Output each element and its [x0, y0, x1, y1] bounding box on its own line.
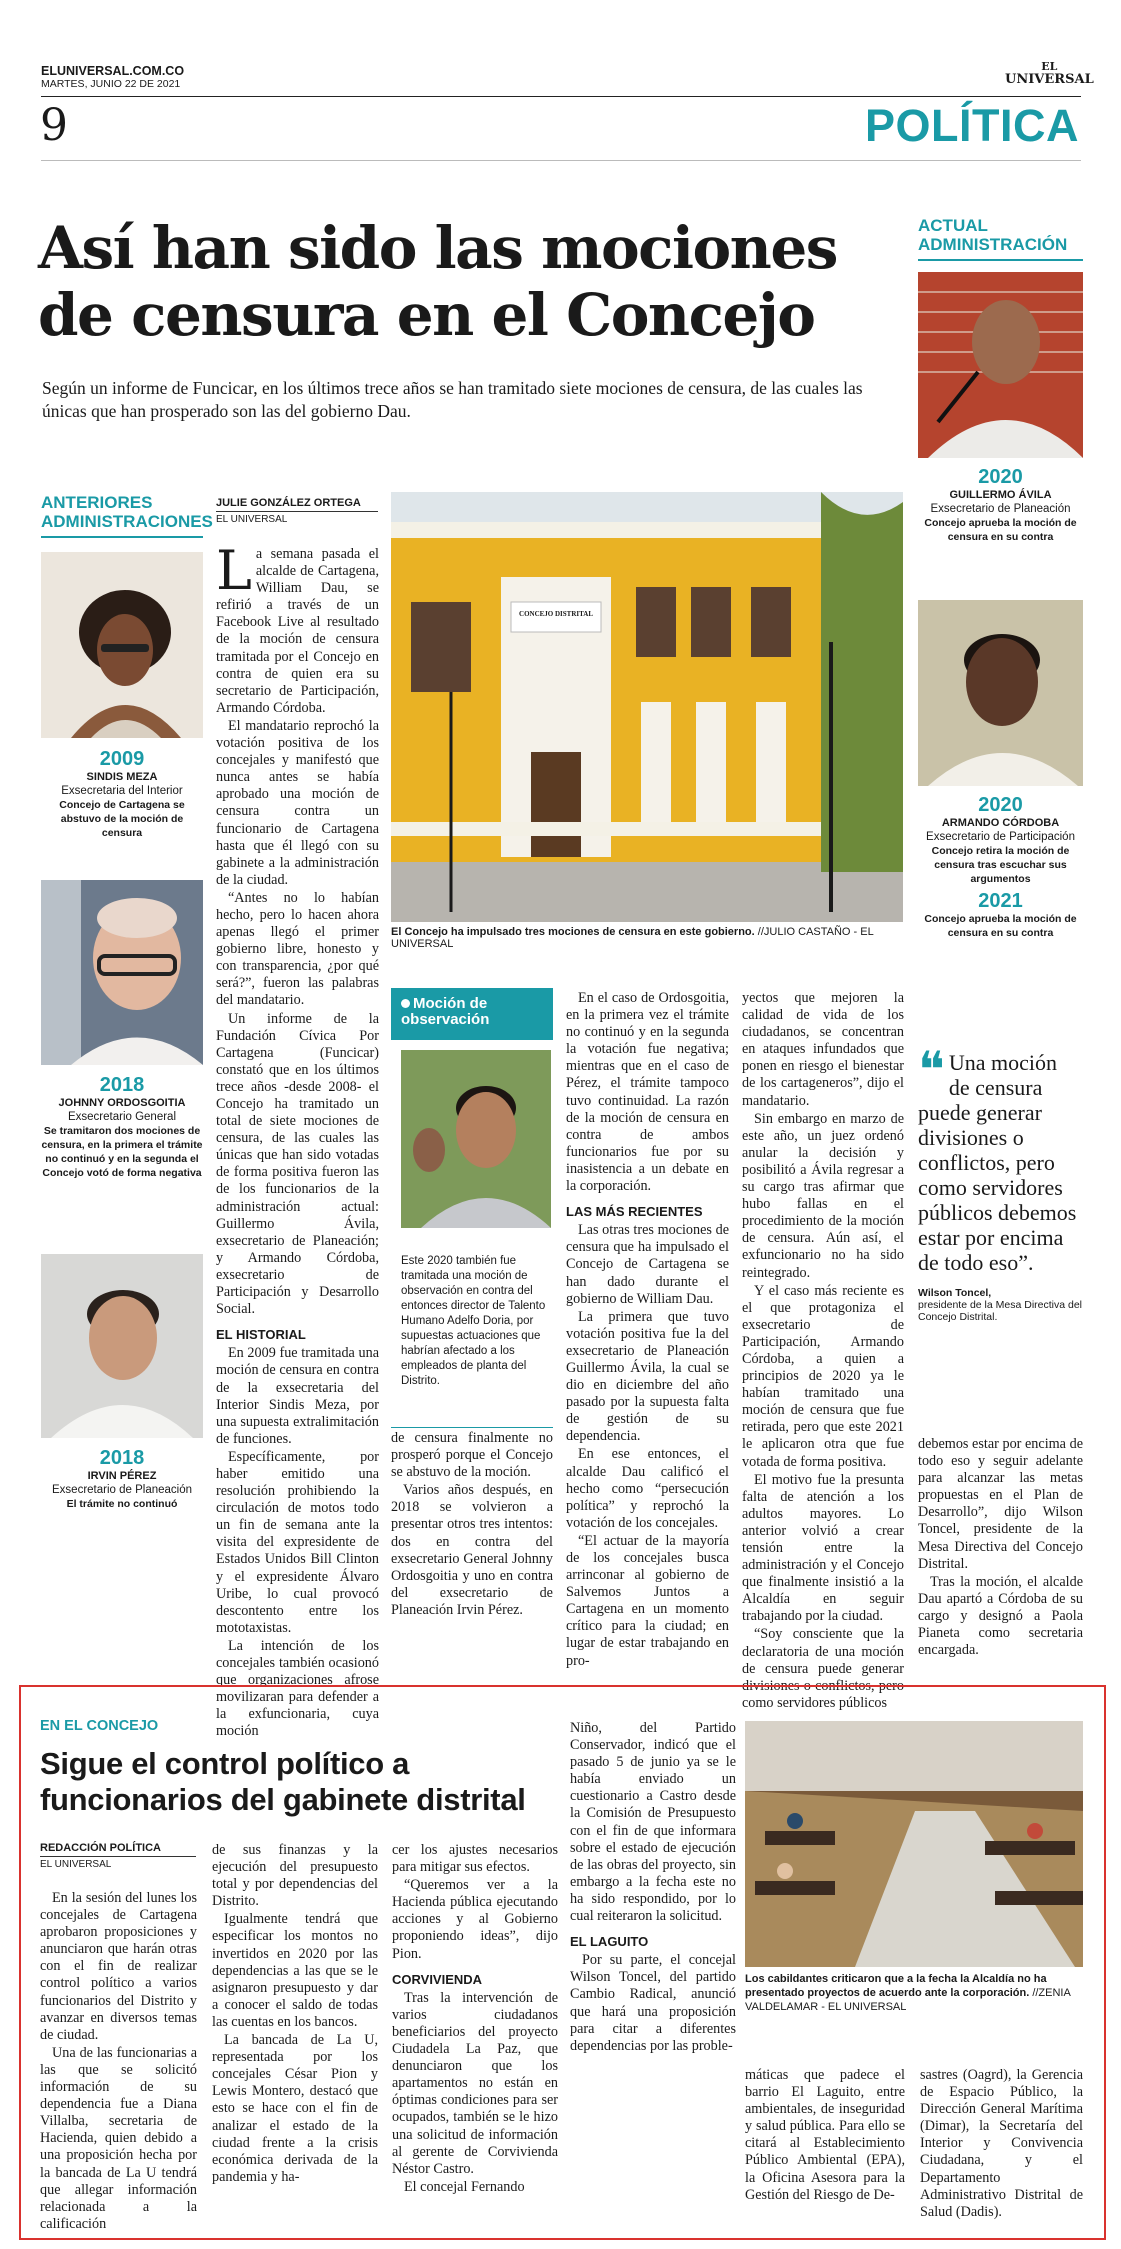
person-name: ARMANDO CÓRDOBA [941, 817, 1060, 829]
page-number: 9 [40, 100, 68, 151]
person-name: GUILLERMO ÁVILA [949, 489, 1052, 501]
article2-photo [745, 1721, 1083, 1967]
left-sidebar-title-2: ADMINISTRACIONES [41, 512, 213, 531]
person-name: SINDIS MEZA [86, 771, 158, 783]
person-name: JOHNNY ORDOSGOITIA [58, 1097, 186, 1109]
article2-col-3 [392, 1842, 558, 2232]
box-title-1: Moción de [413, 995, 488, 1012]
article2-byline-rule [40, 1856, 196, 1857]
caption-armando-cordoba [918, 794, 1083, 940]
article2-byline: REDACCIÓN POLÍTICA [40, 1842, 161, 1854]
left-sidebar-title [41, 493, 213, 531]
masthead-rule [41, 96, 1081, 97]
observation-box-text: Este 2020 también fue tramitada una moción de observación en contra del entonces director de Talento Humano Adelfo Doria, por supuestas actuaciones que habrían afectado a los empleados de planta del Distrito. [401, 1255, 546, 1387]
col3-p2: Las otras tres mociones de censura que ha impulsado el Concejo de Cartagena se han dado durante el gobierno de William Dau. [566, 1222, 729, 1307]
photo-adelfo-doria [401, 1050, 551, 1228]
box-title-2: observación [401, 1011, 490, 1028]
logo-bottom: UNIVERSAL [1005, 72, 1094, 87]
year-label: 2020 [978, 794, 1023, 816]
col4-p4: El motivo fue la presunta falta de atención a los adultos mayores. Lo anterior volvió a crear tensión entre la administración y el Concejo que finalmente insistió a la Alcaldía en seguir trabajando por la ciudad. [742, 1471, 904, 1625]
main-photo-caption [391, 926, 903, 950]
building-sign: CONCEJO DISTRITAL [519, 610, 593, 618]
col3-p5: “El actuar de la mayoría de los concejales busca arrinconar al gobierno de Salvemos Juntos a Cartagena en un momento crítico para la ciudad; en lugar de estar trabajando en pro- [566, 1532, 729, 1669]
masthead-site: ELUNIVERSAL.COM.CO [41, 64, 185, 78]
person-role: Exsecretario de Participación [926, 831, 1075, 843]
quote-text [918, 1042, 1083, 1275]
person-desc: El trámite no continuó [66, 1498, 178, 1510]
quote-mark-icon: ❝ [918, 1042, 945, 1098]
year-label-2: 2021 [978, 890, 1023, 912]
article-col-4 [742, 990, 904, 1711]
a2-col2-p3: La bancada de La U, representada por los concejales César Pion y Lewis Montero, destacó que esto se hace con el fin de analizar el estado de la ciudad frente a la crisis económica derivada de la pandemia y ha- [212, 2032, 378, 2185]
a2-col3-p3: Tras la intervención de varios ciudadanos beneficiarios del proyecto Ciudadela La Paz, que denunciaron que los apartamentos no están en óptimas condiciones para ser ocupados, también se le hizo una solicitud de información al gerente de Corvivienda Néstor Castro. [392, 1989, 558, 2177]
col1-p1: a semana pasada el alcalde de Cartagena, William Dau, se refirió a través de un Facebook Live al resultado de la moción de censura tramitada por el Concejo en contra de quien era su secretario de Participación, Armando Córdoba. [216, 546, 379, 716]
pull-quote [918, 1042, 1083, 1323]
observation-dot-icon [401, 999, 410, 1008]
article2-photo-caption [745, 1972, 1083, 2014]
article-col-2 [391, 1430, 553, 1670]
headline-line-1: Así han sido las mociones [38, 214, 837, 282]
quote-author-role: presidente de la Mesa Directiva del Concejo Distrital. [918, 1299, 1083, 1323]
col5-p2: Tras la moción, el alcalde Dau apartó a Córdoba de su cargo y designó a Paola Pianeta como secretaria encargada. [918, 1573, 1083, 1659]
section-title: POLÍTICA [865, 100, 1079, 151]
logo-top: EL [1041, 60, 1058, 73]
col4-p1: yectos que mejoren la calidad de vida de los ciudadanos, se concentran en ataques infundados que ponen en riesgo el bienestar de los cartageneros”, dijo el mandatario. [742, 990, 904, 1109]
article2-photo-caption-text: Los cabildantes criticaron que a la fecha la Alcaldía no ha presentado proyectos de acuerdo ante la corporación. [745, 1973, 1047, 1999]
person-desc: Se tramitaron dos mociones de censura, en la primera el trámite no continuó y en la segunda el Concejo votó de forma negativa [41, 1125, 203, 1179]
a2-col3-subhead: CORVIVIENDA [392, 1971, 483, 1987]
person-name: IRVIN PÉREZ [87, 1470, 157, 1482]
article2-kicker: EN EL CONCEJO [40, 1718, 159, 1734]
article2-col-4 [570, 1720, 736, 2232]
col3-p3: La primera que tuvo votación positiva fue la del exsecretario de Planeación Guillermo Ávila, la cual se dio en diciembre del año pasado por la supuesta falta de gestión de su dependencia. [566, 1308, 729, 1445]
article-col-3 [566, 990, 729, 1670]
observation-box [391, 988, 553, 1428]
caption-sindis-meza [41, 748, 203, 840]
a2-col4-subhead: EL LAGUITO [570, 1934, 649, 1950]
article-col-1 [216, 539, 379, 1740]
article2-photo-credit: //ZENIA VALDELAMAR - EL UNIVERSAL [745, 1987, 1071, 2013]
col1-p6: Específicamente, por haber emitido una resolución prohibiendo la circulación de motos todo un fin de semana ante la visita del expresidente de Estados Unidos Bill Clinton y el expresidente Álvaro Uribe, lo cual provocó descontento entre los mototaxistas. [216, 1448, 379, 1636]
main-photo-credit: //JULIO CASTAÑO - EL UNIVERSAL [391, 926, 874, 950]
masthead-rule-2 [41, 160, 1081, 161]
quote-author: Wilson Toncel, [918, 1287, 992, 1299]
a2-col3-p2: “Queremos ver a la Hacienda pública ejecutando acciones y al Gobierno proponiendo ideas”, dijo Pion. [392, 1877, 558, 1962]
article2-col-1 [40, 1890, 197, 2230]
headline-line-2: de censura en el Concejo [38, 281, 815, 349]
article2-headline-2: funcionarios del gabinete distrital [40, 1782, 526, 1817]
person-role: Exsecretario General [67, 1111, 177, 1123]
byline-rule [216, 511, 378, 512]
left-sidebar-rule [41, 536, 203, 538]
main-photo-concejo [391, 492, 903, 922]
person-desc: Concejo retira la moción de censura tras escuchar sus argumentos [931, 845, 1070, 885]
right-sidebar-title-2: ADMINISTRACIÓN [918, 235, 1068, 254]
a2-col1-p2: Una de las funcionarias a las que se solicitó información de su dependencia fue a Diana Villalba, secretaria de Hacienda, quien debido a una proposición hecha por la bancada de La U tendrá que allegar información relacionada a la calificación [40, 2044, 197, 2232]
col1-p5: En 2009 fue tramitada una moción de censura en contra de la exsecretaria del Interior Sindis Meza, por una supuesta extralimitación de funciones. [216, 1345, 379, 1447]
year-label: 2018 [99, 1447, 145, 1469]
byline-outlet: EL UNIVERSAL [216, 514, 288, 525]
col3-subhead: LAS MÁS RECIENTES [566, 1204, 703, 1220]
a2-col4-p1: Niño, del Partido Conservador, indicó que el pasado 5 de junio ya se le había enviado un cuestionario a Castro desde la Comisión de Presupuesto con el fin de que informara sobre el estado de ejecución de las obras del proyecto, sin embargo a la fecha este no ha sido respondido, por lo cual reiteraron la solicitud. [570, 1720, 736, 1925]
quote-body: Una moción de censura puede generar divisiones o conflictos, pero como servidores públicos debemos estar por encima de todo eso”. [918, 1050, 1077, 1275]
caption-johnny-ordosgoitia [41, 1074, 203, 1180]
a2-col5-p1: máticas que padece el barrio El Laguito, entre ambientales, de inseguridad y salud pública. Para ello se citará al Establecimiento Público Ambiental (EPA), la Oficina Asesora para la Gestión del Riesgo de De- [745, 2067, 905, 2203]
col4-p2: Sin embargo en marzo de este año, un juez ordenó anular la decisión y posibilitó a Ávila regresar a su cargo tras afirmar que hubo fallas en el procedimiento de la moción de censura. Aún así, el exfuncionario no ha sido reintegrado. [742, 1110, 904, 1281]
person-role: Exsecretario de Planeación [930, 503, 1071, 515]
col4-p5: “Soy consciente que la declaratoria de una moción de censura puede generar divisiones o conflictos, pero como servidores públicos [742, 1626, 904, 1711]
col2-p1: de censura finalmente no prosperó porque el Concejo se abstuvo de la moción. [391, 1430, 553, 1481]
person-desc: Concejo aprueba la moción de censura en su contra [924, 517, 1077, 543]
a2-col2-p1: de sus finanzas y la ejecución del presupuesto total y por dependencias del Distrito. [212, 1842, 378, 1910]
main-photo-caption-text: El Concejo ha impulsado tres mociones de censura en este gobierno. [391, 926, 755, 938]
dropcap: L [216, 539, 252, 602]
observation-box-header [391, 988, 553, 1040]
caption-irvin-perez [41, 1447, 203, 1511]
masthead-date: MARTES, JUNIO 22 DE 2021 [41, 78, 181, 90]
person-role: Exsecretario de Planeación [52, 1484, 192, 1496]
a2-col6-p1: sastres (Oagrd), la Gerencia de Espacio Público, la Dirección General Marítima (Dimar), la Secretaría del Interior y Convivencia Ciudadana, y el Departamento Administrativo Distrital de Salud (Dadis). [920, 2067, 1083, 2220]
col3-p1: En el caso de Ordosgoitia, en la primera vez el trámite no continuó y en la segunda la votación fue negativa; mientras que en el caso de Pérez, el trámite tampoco tuvo continuidad. La razón de la moción de censura en contra de ambos funcionarios fue por su inasistencia a un debate en la corporación. [566, 990, 729, 1195]
photo-irvin-perez [41, 1254, 203, 1438]
article2-headline-1: Sigue el control político a [40, 1746, 410, 1781]
photo-johnny-ordosgoitia [41, 880, 203, 1065]
photo-sindis-meza [41, 552, 203, 738]
col1-p4: Un informe de la Fundación Cívica Por Cartagena (Funcicar) constató que en los últimos trece años -desde 2008- el Concejo ha tramitado un total de siete mociones de censura, de las cuales las únicas que han sido votadas de forma positiva fueron las de los funcionarios de la administración actual: Guillermo Ávila, exsecretario de Planeación; y Armando Córdoba, exsecretario de Participación y Desarrollo Social. [216, 1010, 379, 1318]
person-role: Exsecretaria del Interior [61, 785, 183, 797]
a2-col3-p1: cer los ajustes necesarios para mitigar sus efectos. [392, 1842, 558, 1876]
col3-p4: En ese entonces, el alcalde Dau calificó el hecho como “persecución política” y reprochó la votación de los concejales. [566, 1446, 729, 1531]
article2-headline [40, 1746, 526, 1818]
caption-guillermo-avila [918, 466, 1083, 544]
article2-col-2 [212, 1842, 378, 2232]
col4-p3: Y el caso más reciente es el que protagoniza el exsecretario de Participación, Armando Córdoba, a quien a principios de 2020 ya le habían tramitado una moción de censura que fue retirada, pero que este 2021 le aplicaron otra que fue votada de forma positiva. [742, 1282, 904, 1470]
year-label: 2018 [99, 1074, 145, 1096]
left-sidebar-title-1: ANTERIORES [41, 493, 153, 512]
headline [38, 215, 837, 349]
right-sidebar-title-1: ACTUAL [918, 216, 988, 235]
col1-p3: “Antes no lo habían hecho, pero lo hacen ahora apenas llegó el primer gobierno libre, honesto y con transparencia, ¿por qué será?”, fueron las palabras del mandatario. [216, 889, 379, 1009]
col2-p2: Varios años después, en 2018 se volvieron a presentar otros tres intentos: dos en contra del exsecretario General Johnny Ordosgoitia y uno en contra del exsecretario de Planeación Irvin Pérez. [391, 1482, 553, 1618]
right-sidebar-title [918, 216, 1067, 254]
col1-p2: El mandatario reprochó la votación positiva de los concejales y manifestó que nunca antes se había aprobado una moción de censura contra un funcionario de Cartagena hasta que él llegó con su gabinete a la administración de la ciudad. [216, 717, 379, 888]
person-desc-2: Concejo aprueba la moción de censura en su contra [924, 913, 1077, 939]
a2-col1-p1: En la sesión del lunes los concejales de Cartagena aprobaron proposiciones y anunciaron que harán otras con el fin de realizar control político a varios funcionarios del Distrito y avanzar en diversos temas de ciudad. [40, 1890, 197, 2043]
year-label: 2009 [99, 748, 145, 770]
col1-subhead: EL HISTORIAL [216, 1327, 306, 1343]
col5-p1: debemos estar por encima de todo eso y seguir adelante para alcanzar las metas propuestas en el Plan de Desarrollo”, dijo Wilson Toncel, presidente de la Mesa Directiva del Concejo Distrital. [918, 1436, 1083, 1572]
masthead-logo [1005, 60, 1094, 86]
photo-guillermo-avila [918, 272, 1083, 458]
person-desc: Concejo de Cartagena se abstuvo de la moción de censura [59, 799, 185, 839]
col1-p7: La intención de los concejales también ocasionó que organizaciones afrose movilizaran para defender a la exfuncionaria, cuya moción [216, 1637, 379, 1740]
byline: JULIE GONZÁLEZ ORTEGA [216, 497, 361, 509]
a2-col3-p4: El concejal Fernando [404, 2178, 525, 2195]
year-label: 2020 [978, 466, 1023, 488]
article-col-5 [918, 1436, 1083, 1666]
a2-col4-p2: Por su parte, el concejal Wilson Toncel, del partido Cambio Radical, anunció que hará una proposición para citar a diferentes dependencias por las proble- [570, 1952, 736, 2054]
a2-col2-p2: Igualmente tendrá que especificar los montos no invertidos en 2020 por las dependencias a las que se le asignaron presupuesto y dar a conocer el saldo de todas las cuentas en los bancos. [212, 1911, 378, 2030]
article2-byline-outlet: EL UNIVERSAL [40, 1859, 112, 1870]
right-sidebar-rule [918, 259, 1083, 261]
article2-col-6 [920, 2067, 1083, 2232]
deck: Según un informe de Funcicar, en los últimos trece años se han tramitado siete mociones de censura, de las cuales las únicas que han prosperado son las del gobierno Dau. [42, 378, 863, 421]
photo-armando-cordoba [918, 600, 1083, 786]
article2-col-5 [745, 2067, 905, 2232]
